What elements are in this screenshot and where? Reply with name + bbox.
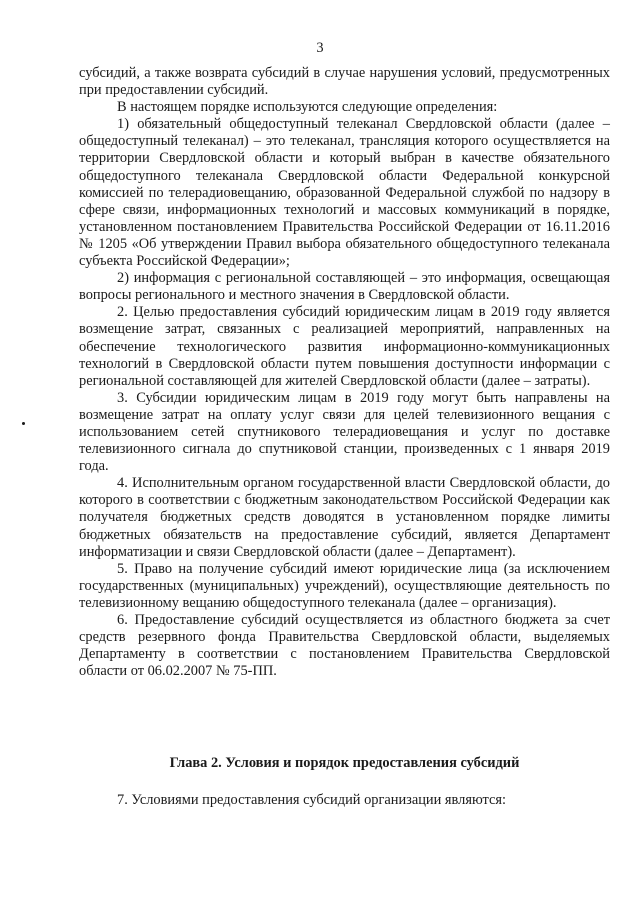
paragraph-item-5: 5. Право на получение субсидий имеют юридические лица (за исключением государственных (муниципальных) учреждений), осуществляющие деятельность по телевизионному вещанию общедоступного телеканала (далее – организация). [79, 560, 610, 611]
paragraph-item-4: 4. Исполнительным органом государственной власти Свердловской области, до которого в соответствии с бюджетным законодательством Российской Федерации как получателя бюджетных средств доводятся в установленном порядке лимиты бюджетных обязательств на предоставление субсидий, является Департамент информатизации и связи Свердловской области (далее – Департамент). [79, 475, 610, 560]
chapter-heading: Глава 2. Условия и порядок предоставления субсидий [169, 755, 520, 771]
page-number: 3 [316, 40, 324, 56]
paragraph-item-7: 7. Условиями предоставления субсидий организации являются: [117, 792, 506, 808]
margin-mark [22, 422, 25, 425]
paragraph-item-6: 6. Предоставление субсидий осуществляется из областного бюджета за счет средств резервного фонда Правительства Свердловской области, выделяемых Департаменту в соответствии с постановлением Правительства Свердловской области от 06.02.2007 № 75-ПП. [79, 612, 610, 680]
document-body [79, 65, 610, 680]
paragraph-definition-2: 2) информация с региональной составляющей – это информация, освещающая вопросы регионального и местного значения в Свердловской области. [79, 270, 610, 304]
paragraph-item-2: 2. Целью предоставления субсидий юридическим лицам в 2019 году является возмещение затрат, связанных с реализацией мероприятий, направленных на обеспечение технологического развития информационно-коммуникационных технологий в Свердловской области путем повышения доступности информации с региональной составляющей для жителей Свердловской области (далее – затраты). [79, 304, 610, 389]
paragraph-continuation: субсидий, а также возврата субсидий в случае нарушения условий, предусмотренных при предоставлении субсидий. [79, 65, 610, 99]
paragraph-definition-1: 1) обязательный общедоступный телеканал Свердловской области (далее – общедоступный телеканал) – это телеканал, трансляция которого осуществляется на территории Свердловской области и который выбран в качестве обязательного общедоступного телеканала Свердловской области Федеральной конкурсной комиссией по телерадиовещанию, образованной Федеральной службой по надзору в сфере связи, информационных технологий и массовых коммуникаций в порядке, установленном постановлением Правительства Российской Федерации от 16.11.2016 № 1205 «Об утверждении Правил выбора обязательного общедоступного телеканала субъекта Российской Федерации»; [79, 116, 610, 270]
paragraph-definitions-intro: В настоящем порядке используются следующие определения: [117, 99, 498, 116]
paragraph-item-3: 3. Субсидии юридическим лицам в 2019 году могут быть направлены на возмещение затрат на оплату услуг связи для целей телевизионного вещания с использованием сетей спутникового телерадиовещания и услуг по доставке телевизионного сигнала до спутниковой станции, произведенных с 1 января 2019 года. [79, 389, 610, 475]
